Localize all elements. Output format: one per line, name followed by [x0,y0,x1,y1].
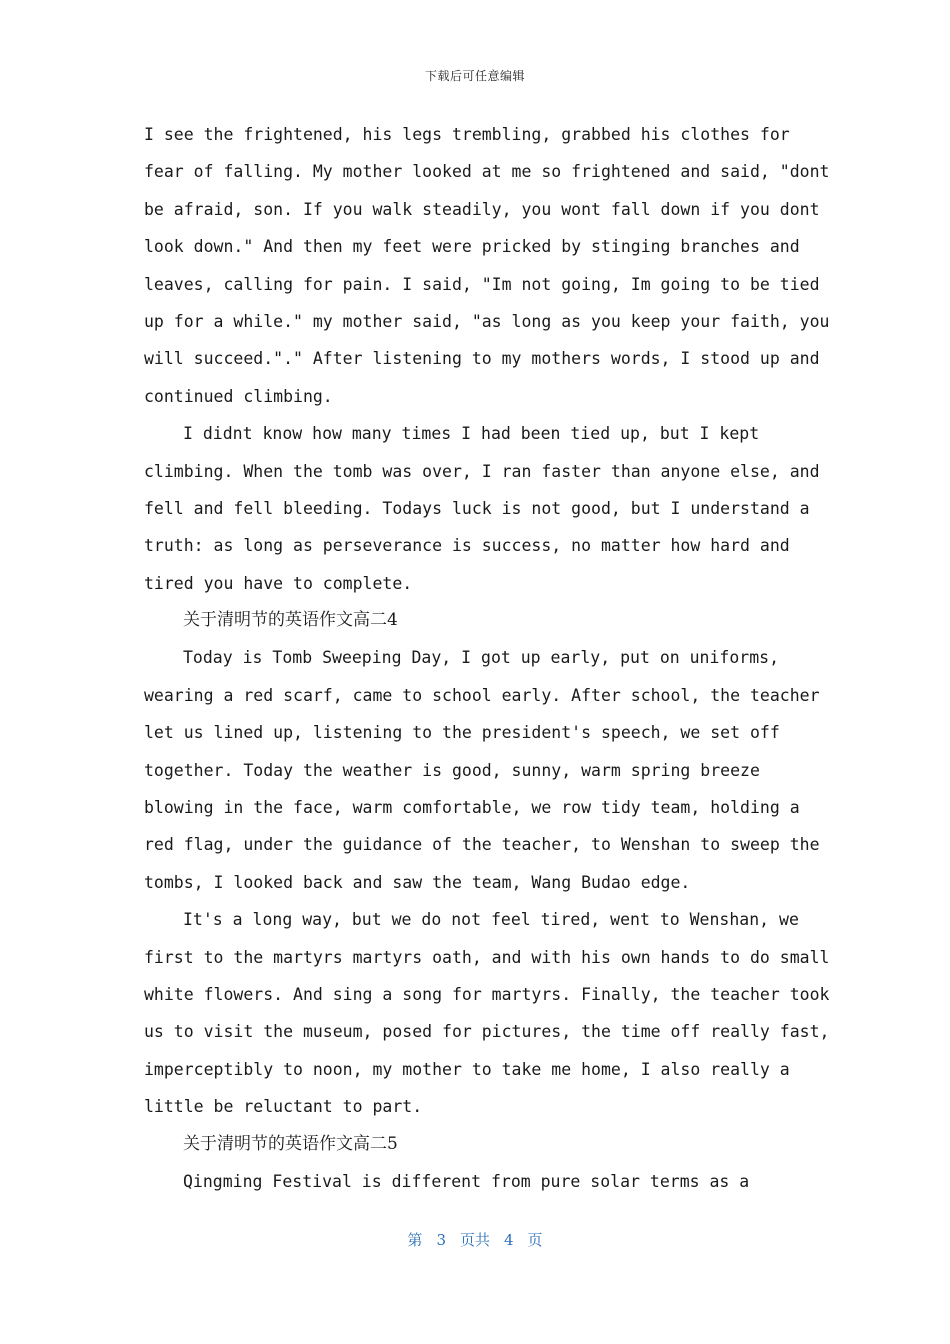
paragraph-line: Qingming Festival is different from pure solar terms as a [183,1171,750,1191]
footer-total-pages: 4 [504,1231,514,1249]
paragraph-line: leaves, calling for pain. I said, "Im not going, Im going to be tied [144,274,820,294]
paragraph [144,116,830,415]
header-note: 下载后可任意编辑 [424,69,525,83]
paragraph [144,901,830,1125]
paragraph [144,415,820,602]
section-heading: 关于清明节的英语作文高二5 [183,1133,398,1154]
section-heading: 关于清明节的英语作文高二4 [183,610,398,631]
paragraph-line: I didnt know how many times I had been tied up, but I kept [183,424,760,444]
paragraph-line: little be reluctant to part. [144,1097,423,1117]
paragraph-line: be afraid, son. If you walk steadily, you wont fall down if you dont [144,199,820,219]
paragraph-line: tired you have to complete. [144,573,413,593]
paragraph-line: white flowers. And sing a song for martyrs. Finally, the teacher took [144,984,830,1004]
footer-prefix: 第 [407,1231,423,1249]
page-footer [0,1229,950,1250]
paragraph-line: truth: as long as perseverance is success, no matter how hard and [144,536,790,556]
paragraph-line: wearing a red scarf, came to school early. After school, the teacher [144,685,820,705]
paragraph [144,1163,808,1200]
paragraph-line: us to visit the museum, posed for pictures, the time off really fast, [144,1022,830,1042]
paragraph-line: It's a long way, but we do not feel tired, went to Wenshan, we [183,910,799,930]
paragraph-line: fell and fell bleeding. Todays luck is not good, but I understand a [144,498,810,518]
paragraph [144,639,820,901]
paragraph-line: Today is Tomb Sweeping Day, I got up early, put on uniforms, [183,648,780,668]
paragraph-line: blowing in the face, warm comfortable, we row tidy team, holding a [144,798,800,818]
paragraph-line: let us lined up, listening to the president's speech, we set off [144,723,780,743]
paragraph-line: climbing. When the tomb was over, I ran faster than anyone else, and [144,461,820,481]
document-body [144,116,830,1200]
footer-mid: 页共 [459,1231,490,1249]
paragraph-line: will succeed."." After listening to my mothers words, I stood up and [144,349,820,369]
paragraph-line: imperceptibly to noon, my mother to take me home, I also really a [144,1059,790,1079]
paragraph-line: look down." And then my feet were pricked by stinging branches and [144,237,800,257]
paragraph-line: red flag, under the guidance of the teacher, to Wenshan to sweep the [144,835,820,855]
paragraph-line: up for a while." my mother said, "as long as you keep your faith, you [144,311,830,331]
paragraph-line: together. Today the weather is good, sunny, warm spring breeze [144,760,760,780]
paragraph-line: tombs, I looked back and saw the team, Wang Budao edge. [144,872,691,892]
paragraph-line: I see the frightened, his legs trembling, grabbed his clothes for [144,125,790,144]
footer-current-page: 3 [436,1231,446,1249]
paragraph-line: first to the martyrs martyrs oath, and with his own hands to do small [144,947,830,967]
footer-suffix: 页 [527,1231,543,1249]
paragraph-line: fear of falling. My mother looked at me so frightened and said, "dont [144,162,830,182]
paragraph-line: continued climbing. [144,386,333,406]
